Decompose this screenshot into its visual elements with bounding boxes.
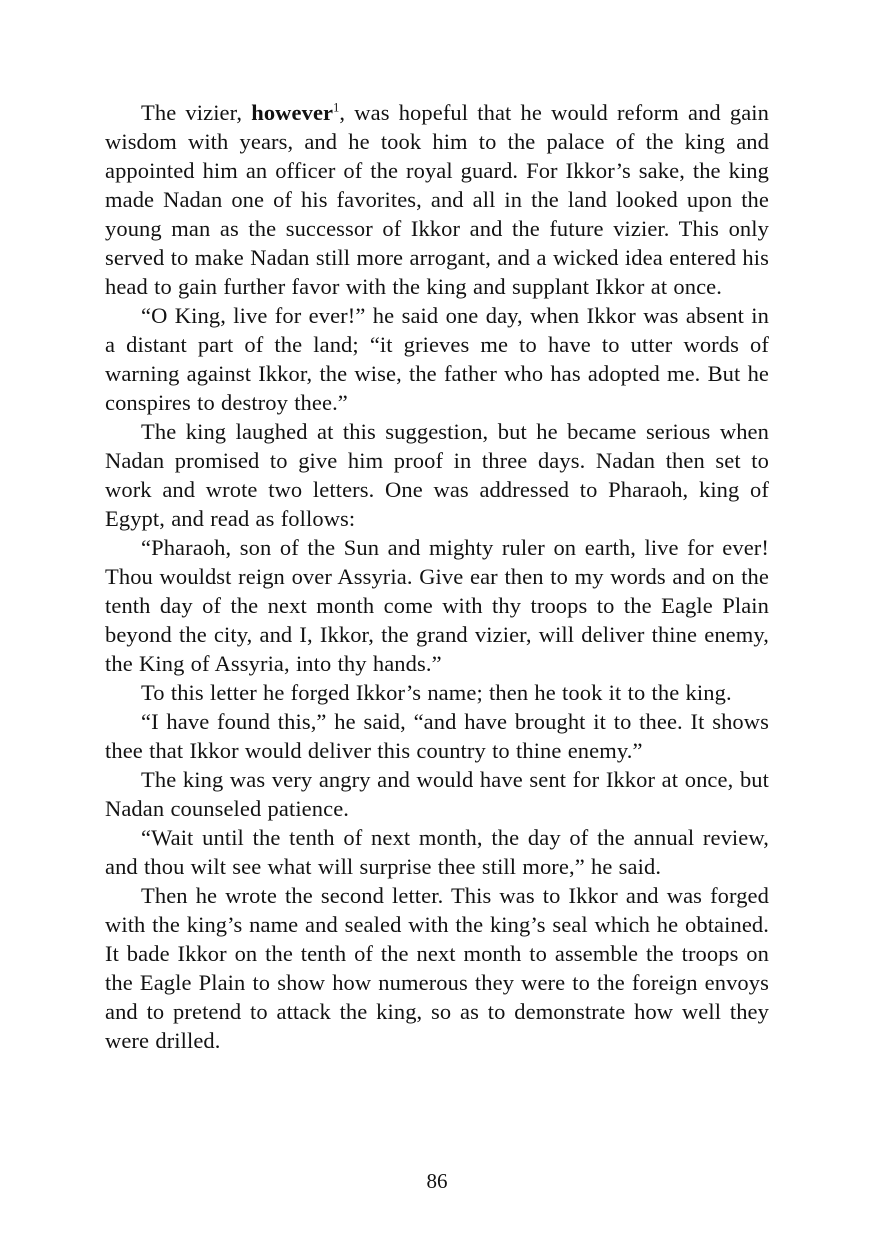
text-run: “Pharaoh, son of the Sun and mighty ruler on earth, live for ever! Thou wouldst reign over Assyria. Give ear then to my words and on the tenth day of the next month come with thy troops to the Eagle Plain beyond the city, and I, Ikkor, the grand vizier, will deliver thine enemy, the King of Assyria, into thy hands.” bbox=[105, 535, 769, 676]
bold-text-run: however bbox=[251, 100, 334, 125]
page-body bbox=[105, 98, 769, 1055]
paragraph bbox=[105, 533, 769, 678]
text-run: The vizier, bbox=[141, 100, 252, 125]
text-run: “O King, live for ever!” he said one day, when Ikkor was absent in a distant part of the land; “it grieves me to have to utter words of warning against Ikkor, the wise, the father who has adopted me. But he conspires to destroy thee.” bbox=[105, 303, 769, 415]
paragraph bbox=[105, 98, 769, 301]
text-run: “Wait until the tenth of next month, the day of the annual review, and thou wilt see what will surprise thee still more,” he said. bbox=[105, 825, 769, 879]
text-run: To this letter he forged Ikkor’s name; then he took it to the king. bbox=[141, 680, 732, 705]
page-footer bbox=[0, 1168, 874, 1194]
paragraph bbox=[105, 823, 769, 881]
paragraph bbox=[105, 707, 769, 765]
text-run: The king was very angry and would have sent for Ikkor at once, but Nadan counseled patience. bbox=[105, 767, 769, 821]
footnote-marker: 1 bbox=[333, 100, 340, 115]
text-run: , was hopeful that he would reform and gain wisdom with years, and he took him to the palace of the king and appointed him an officer of the royal guard. For Ikkor’s sake, the king made Nadan one of his favorites, and all in the land looked upon the young man as the successor of Ikkor and the future vizier. This only served to make Nadan still more arrogant, and a wicked idea entered his head to gain further favor with the king and supplant Ikkor at once. bbox=[105, 100, 770, 299]
paragraph bbox=[105, 417, 769, 533]
paragraph bbox=[105, 301, 769, 417]
paragraph bbox=[105, 678, 769, 707]
text-run: “I have found this,” he said, “and have brought it to thee. It shows thee that Ikkor would deliver this country to thine enemy.” bbox=[105, 709, 769, 763]
paragraph bbox=[105, 765, 769, 823]
paragraph bbox=[105, 881, 769, 1055]
text-run: The king laughed at this suggestion, but he became serious when Nadan promised to give him proof in three days. Nadan then set to work and wrote two letters. One was addressed to Pharaoh, king of Egypt, and read as follows: bbox=[105, 419, 769, 531]
text-run: Then he wrote the second letter. This was to Ikkor and was forged with the king’s name and sealed with the king’s seal which he obtained. It bade Ikkor on the tenth of the next month to assemble the troops on the Eagle Plain to show how numerous they were to the foreign envoys and to pretend to attack the king, so as to demonstrate how well they were drilled. bbox=[105, 883, 769, 1053]
page-number: 86 bbox=[426, 1169, 448, 1193]
